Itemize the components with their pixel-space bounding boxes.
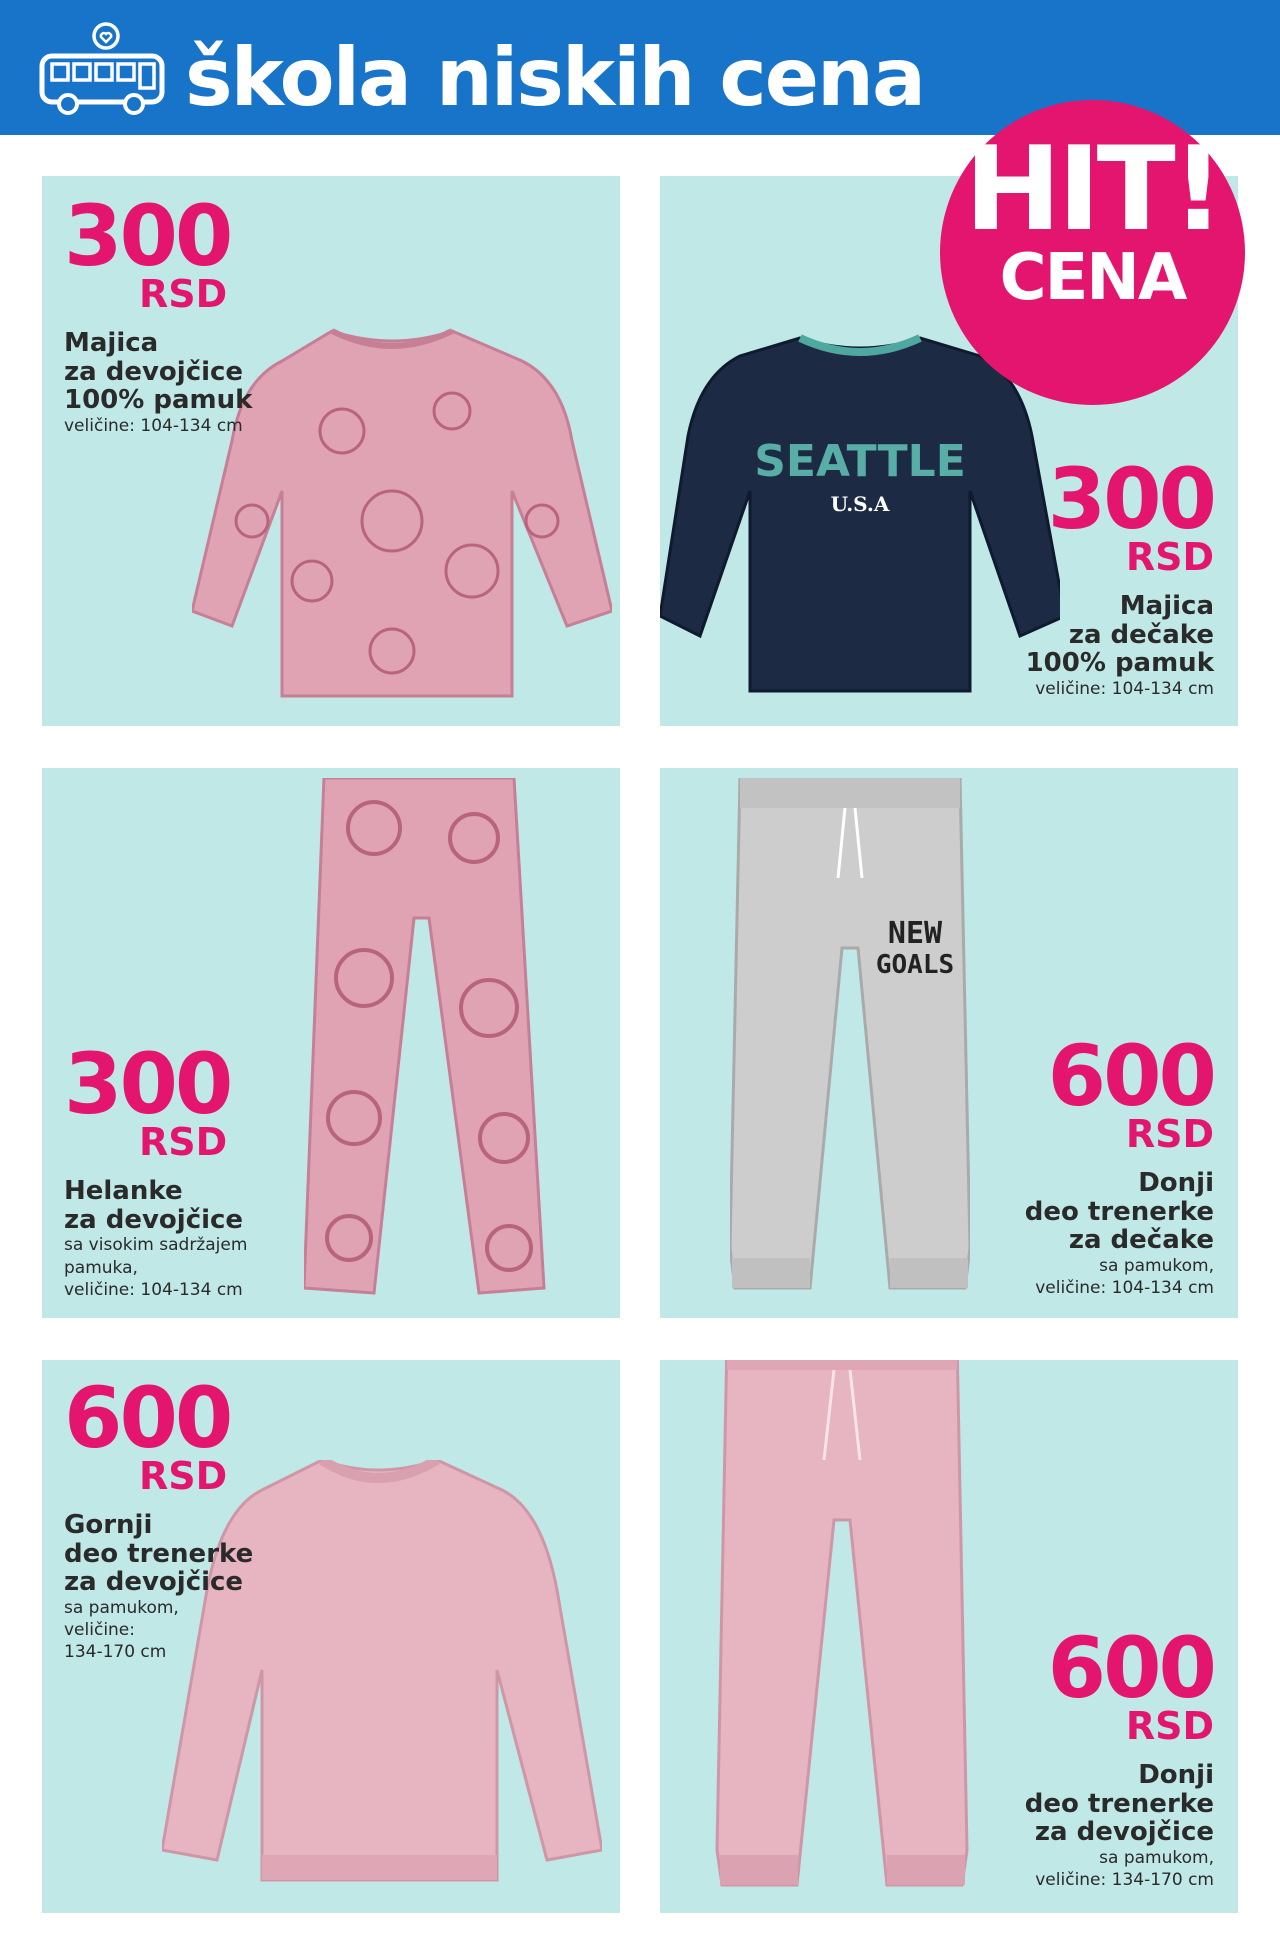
- product-card-girls-shirt[interactable]: [42, 176, 620, 726]
- product-name-line: za devojčice: [64, 1567, 244, 1598]
- product-name-line: Donji: [1138, 1168, 1214, 1199]
- product-name-line: deo trenerke: [64, 1538, 254, 1569]
- product-desc-line: sa pamukom,: [1099, 1256, 1214, 1277]
- bus-icon: [38, 22, 168, 122]
- girls-leggings-image: [304, 778, 554, 1308]
- product-name-line: za devojčice: [1034, 1817, 1214, 1848]
- product-name-line: deo trenerke: [1024, 1788, 1214, 1819]
- product-name-line: Donji: [1138, 1760, 1214, 1791]
- price-value: 300: [64, 187, 231, 285]
- price-value: 600: [64, 1369, 231, 1467]
- price-value: 600: [1047, 1619, 1214, 1717]
- product-name-line: 100% pamuk: [64, 385, 253, 416]
- price-currency: RSD: [139, 1454, 228, 1499]
- product-desc-line: sa visokim sadržajem: [64, 1235, 248, 1256]
- price-currency: RSD: [139, 1120, 228, 1165]
- product-card-girls-leggings[interactable]: [42, 768, 620, 1318]
- product-desc-line: pamuka,: [64, 1257, 138, 1278]
- product-name-line: Majica: [1119, 591, 1214, 622]
- product-name-line: 100% pamuk: [1025, 648, 1214, 679]
- price-currency: RSD: [1125, 535, 1214, 580]
- product-name-line: Majica: [64, 328, 159, 359]
- price-value: 300: [1047, 450, 1214, 548]
- product-name-line: Helanke: [64, 1176, 183, 1207]
- price-currency: RSD: [139, 272, 228, 317]
- badge-cena-text: CENA: [999, 241, 1186, 315]
- product-desc-line: veličine:: [64, 1620, 135, 1641]
- product-desc-line: veličine: 134-170 cm: [1035, 1870, 1214, 1891]
- product-name-line: za dečake: [1068, 1225, 1214, 1256]
- boys-joggers-image: [730, 778, 970, 1298]
- boys-shirt-image: [660, 326, 1060, 696]
- product-info: [64, 1369, 254, 1663]
- product-info: [1024, 1619, 1214, 1891]
- hit-price-badge: [940, 100, 1245, 405]
- badge-hit-text: HIT!: [964, 122, 1221, 257]
- product-card-boys-joggers[interactable]: [660, 768, 1238, 1318]
- product-desc-line: veličine: 104-134 cm: [1035, 679, 1214, 700]
- product-name-line: za devojčice: [64, 356, 244, 387]
- product-info: [1024, 1027, 1214, 1299]
- product-name-line: za dečake: [1068, 619, 1214, 650]
- price-currency: RSD: [1125, 1112, 1214, 1157]
- price-currency: RSD: [1125, 1704, 1214, 1749]
- girls-joggers-image: [712, 1360, 972, 1900]
- product-card-girls-sweatshirt[interactable]: [42, 1360, 620, 1913]
- product-name-line: deo trenerke: [1024, 1196, 1214, 1227]
- print-new: NEW: [887, 916, 943, 951]
- product-desc-line: veličine: 104-134 cm: [64, 416, 243, 437]
- product-desc-line: sa pamukom,: [64, 1598, 179, 1619]
- product-info: [64, 187, 253, 437]
- print-usa: U.S.A: [830, 492, 890, 516]
- product-card-girls-joggers[interactable]: [660, 1360, 1238, 1913]
- product-desc-line: sa pamukom,: [1099, 1848, 1214, 1869]
- product-desc-line: 134-170 cm: [64, 1642, 167, 1663]
- product-info: [64, 1035, 248, 1301]
- price-value: 600: [1047, 1027, 1214, 1125]
- girls-shirt-image: [192, 321, 612, 701]
- product-desc-line: veličine: 104-134 cm: [64, 1279, 243, 1300]
- print-seattle: SEATTLE: [754, 436, 966, 487]
- product-info: [1025, 450, 1214, 700]
- product-name-line: za devojčice: [64, 1204, 244, 1235]
- page-title: škola niskih cena: [185, 31, 924, 124]
- product-desc-line: veličine: 104-134 cm: [1035, 1278, 1214, 1299]
- product-name-line: Gornji: [64, 1510, 153, 1541]
- print-goals: GOALS: [875, 950, 955, 980]
- price-value: 300: [64, 1035, 231, 1133]
